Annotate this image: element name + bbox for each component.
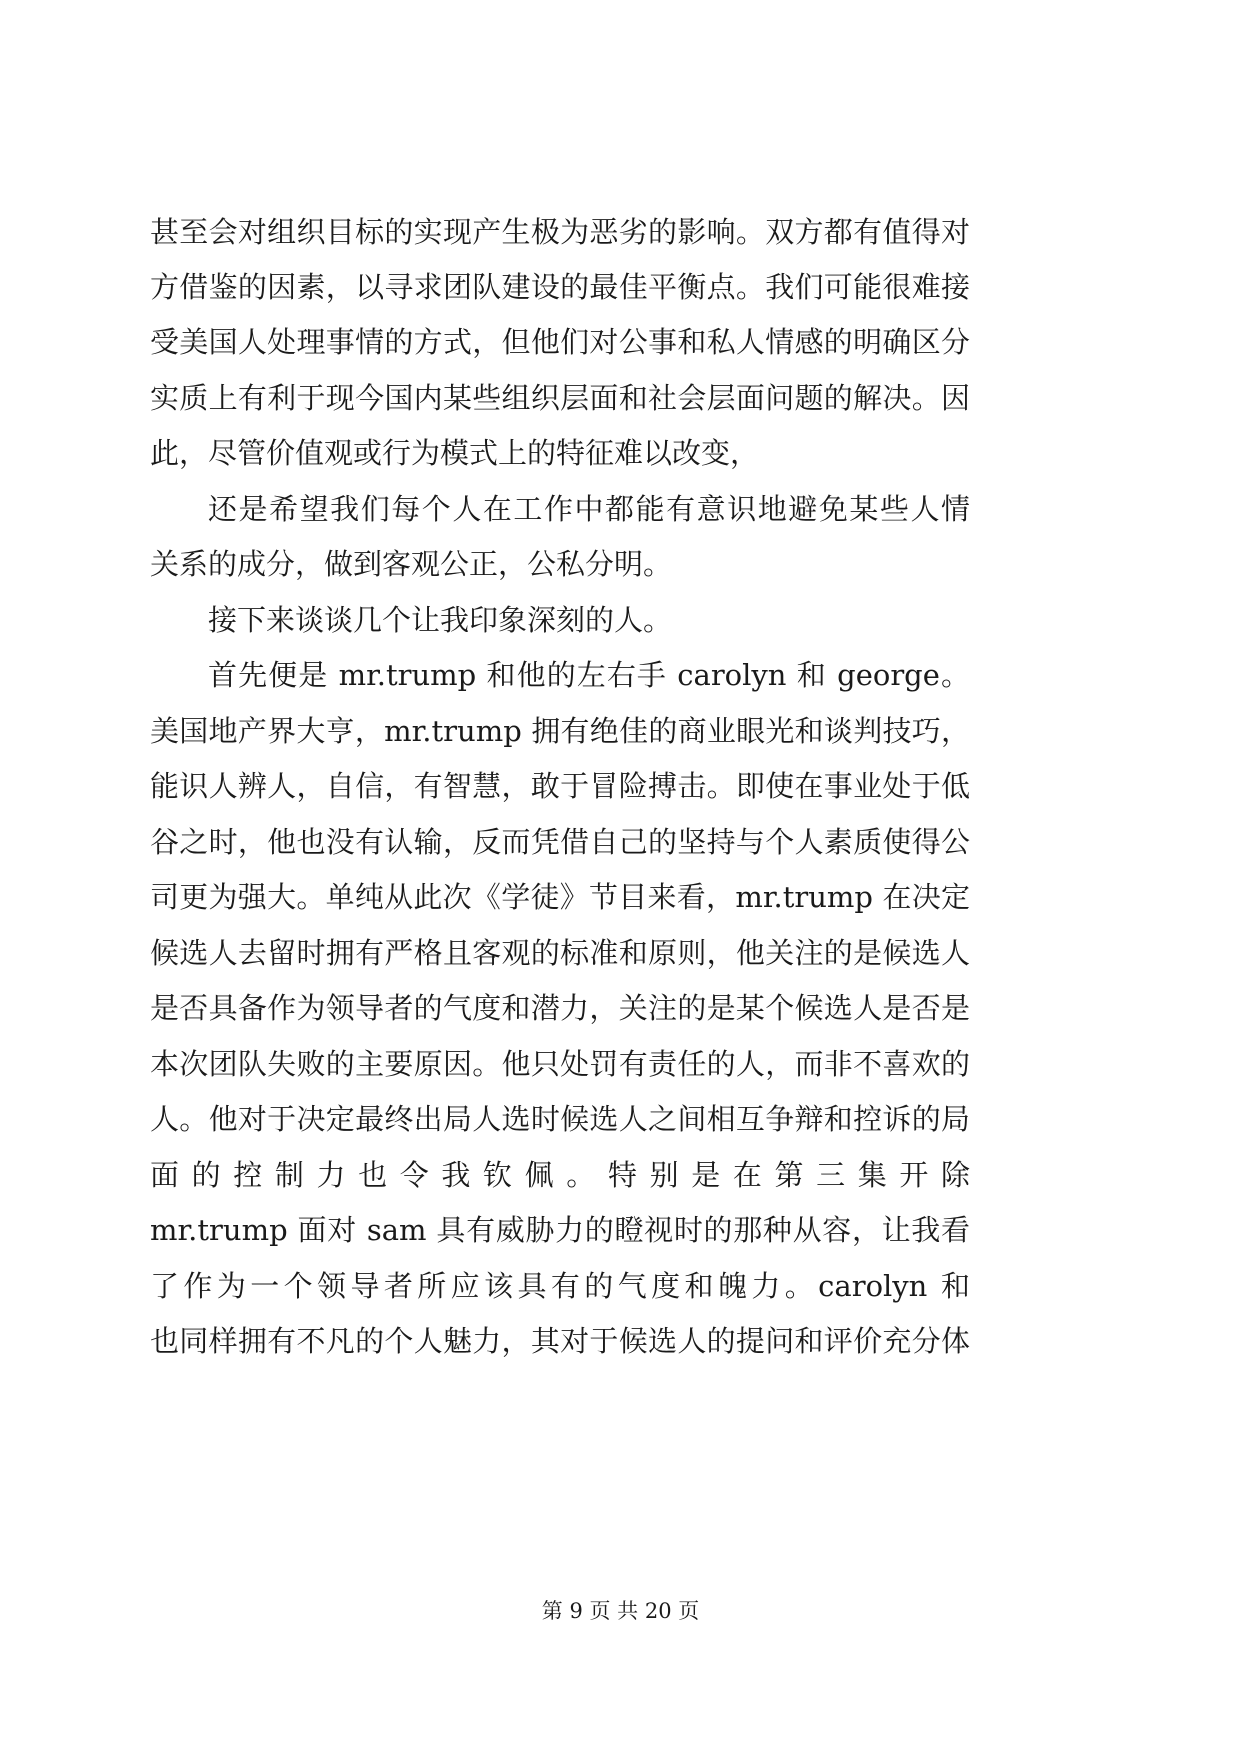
- text-line: 也同样拥有不凡的个人魅力，其对于候选人的提问和评价充分体: [150, 1324, 970, 1358]
- text-line: 是否具备作为领导者的气度和潜力，关注的是某个候选人是否是: [150, 991, 970, 1025]
- text-line: 美国地产界大亨，mr.trump 拥有绝佳的商业眼光和谈判技巧，: [150, 714, 970, 748]
- text-line: 实质上有利于现今国内某些组织层面和社会层面问题的解决。因: [150, 381, 970, 415]
- paragraph-start-line: 接下来谈谈几个让我印象深刻的人。: [208, 603, 673, 637]
- paragraph-start-line: 还是希望我们每个人在工作中都能有意识地避免某些人情: [208, 492, 970, 526]
- text-line: 本次团队失败的主要原因。他只处罚有责任的人，而非不喜欢的: [150, 1047, 970, 1081]
- text-line: 候选人去留时拥有严格且客观的标准和原则，他关注的是候选人: [150, 936, 970, 970]
- paragraph-start-line: 首先便是 mr.trump 和他的左右手 carolyn 和 george。: [208, 658, 970, 692]
- page-footer: 第 9 页 共 20 页: [541, 1599, 700, 1623]
- text-line: 此，尽管价值观或行为模式上的特征难以改变，: [150, 436, 760, 470]
- text-line: 方借鉴的因素，以寻求团队建设的最佳平衡点。我们可能很难接: [150, 270, 970, 304]
- text-line: mr.trump 面对 sam 具有威胁力的瞪视时的那种从容，让我看: [150, 1213, 970, 1247]
- text-line: 谷之时，他也没有认输，反而凭借自己的坚持与个人素质使得公: [150, 825, 970, 859]
- text-line: 面 的 控 制 力 也 令 我 钦 佩 。 特 别 是 在 第 三 集 开 除: [150, 1158, 970, 1192]
- text-line: 受美国人处理事情的方式，但他们对公事和私人情感的明确区分: [150, 325, 970, 359]
- text-line: 能识人辨人，自信，有智慧，敢于冒险搏击。即使在事业处于低: [150, 769, 970, 803]
- text-line: 司更为强大。单纯从此次《学徒》节目来看，mr.trump 在决定: [150, 880, 970, 914]
- text-line: 了作为一个领导者所应该具有的气度和魄力。carolyn 和: [150, 1269, 970, 1303]
- text-line: 甚至会对组织目标的实现产生极为恶劣的影响。双方都有值得对: [150, 215, 970, 249]
- text-line: 关系的成分，做到客观公正，公私分明。: [150, 547, 673, 581]
- text-line: 人。他对于决定最终出局人选时候选人之间相互争辩和控诉的局: [150, 1102, 970, 1136]
